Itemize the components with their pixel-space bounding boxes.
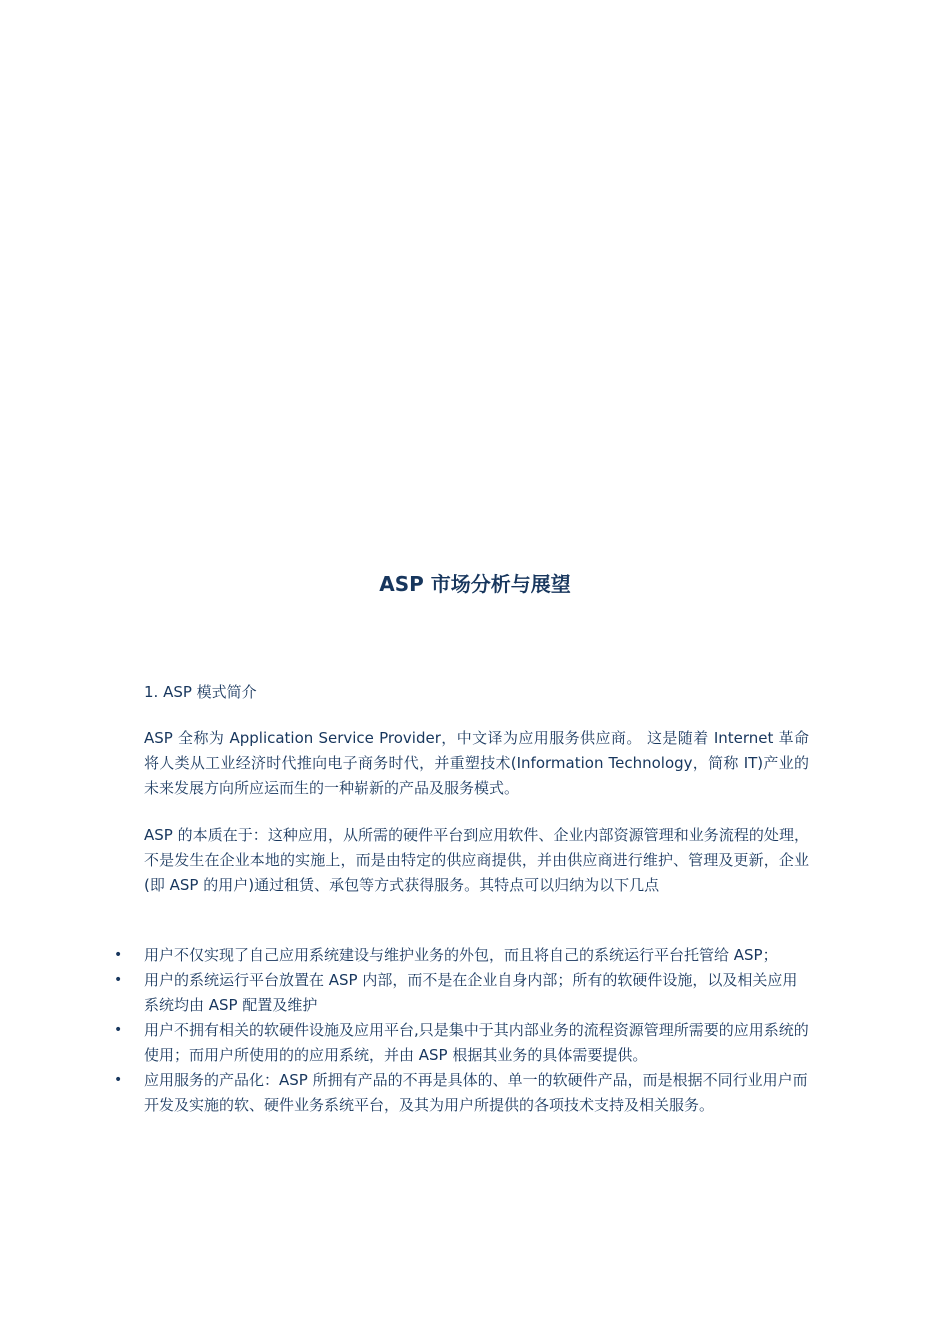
bullet-icon: • bbox=[114, 972, 123, 988]
paragraph-asp-definition: ASP 全称为 Application Service Provider，中文译为应用服务供应商。 这是随着 Internet 革命将人类从工业经济时代推向电子商务时代，并重塑技术(Information Technology，简称 IT)产业的未来发展方向所应运而生的一种崭新的产品及服务模式。 bbox=[144, 729, 809, 797]
list-item-text: 用户不仅实现了自己应用系统建设与维护业务的外包，而且将自己的系统运行平台托管给 ASP； bbox=[144, 946, 778, 964]
document-body bbox=[144, 680, 809, 920]
list-item-text: 用户不拥有相关的软硬件设施及应用平台,只是集中于其内部业务的流程资源管理所需要的应用系统的使用；而用户所使用的的应用系统，并由 ASP 根据其业务的具体需要提供。 bbox=[144, 1021, 809, 1064]
list-item bbox=[112, 968, 809, 1018]
section-heading: 1. ASP 模式简介 bbox=[144, 683, 257, 701]
list-item bbox=[112, 943, 809, 968]
list-item bbox=[112, 1068, 809, 1118]
list-item bbox=[112, 1018, 809, 1068]
bullet-icon: • bbox=[114, 1072, 123, 1088]
document-title: ASP 市场分析与展望 bbox=[379, 572, 571, 596]
paragraph-asp-essence: ASP 的本质在于：这种应用，从所需的硬件平台到应用软件、企业内部资源管理和业务流程的处理，不是发生在企业本地的实施上，而是由特定的供应商提供，并由供应商进行维护、管理及更新，企业(即 ASP 的用户)通过租赁、承包等方式获得服务。其特点可以归纳为以下几点 bbox=[144, 826, 809, 894]
bullet-icon: • bbox=[114, 947, 123, 963]
bullet-icon: • bbox=[114, 1022, 123, 1038]
list-item-text: 应用服务的产品化：ASP 所拥有产品的不再是具体的、单一的软硬件产品，而是根据不同行业用户而开发及实施的软、硬件业务系统平台，及其为用户所提供的各项技术支持及相关服务。 bbox=[144, 1071, 808, 1114]
feature-list bbox=[112, 943, 809, 1118]
list-item-text: 用户的系统运行平台放置在 ASP 内部，而不是在企业自身内部；所有的软硬件设施，以及相关应用系统均由 ASP 配置及维护 bbox=[144, 971, 798, 1014]
